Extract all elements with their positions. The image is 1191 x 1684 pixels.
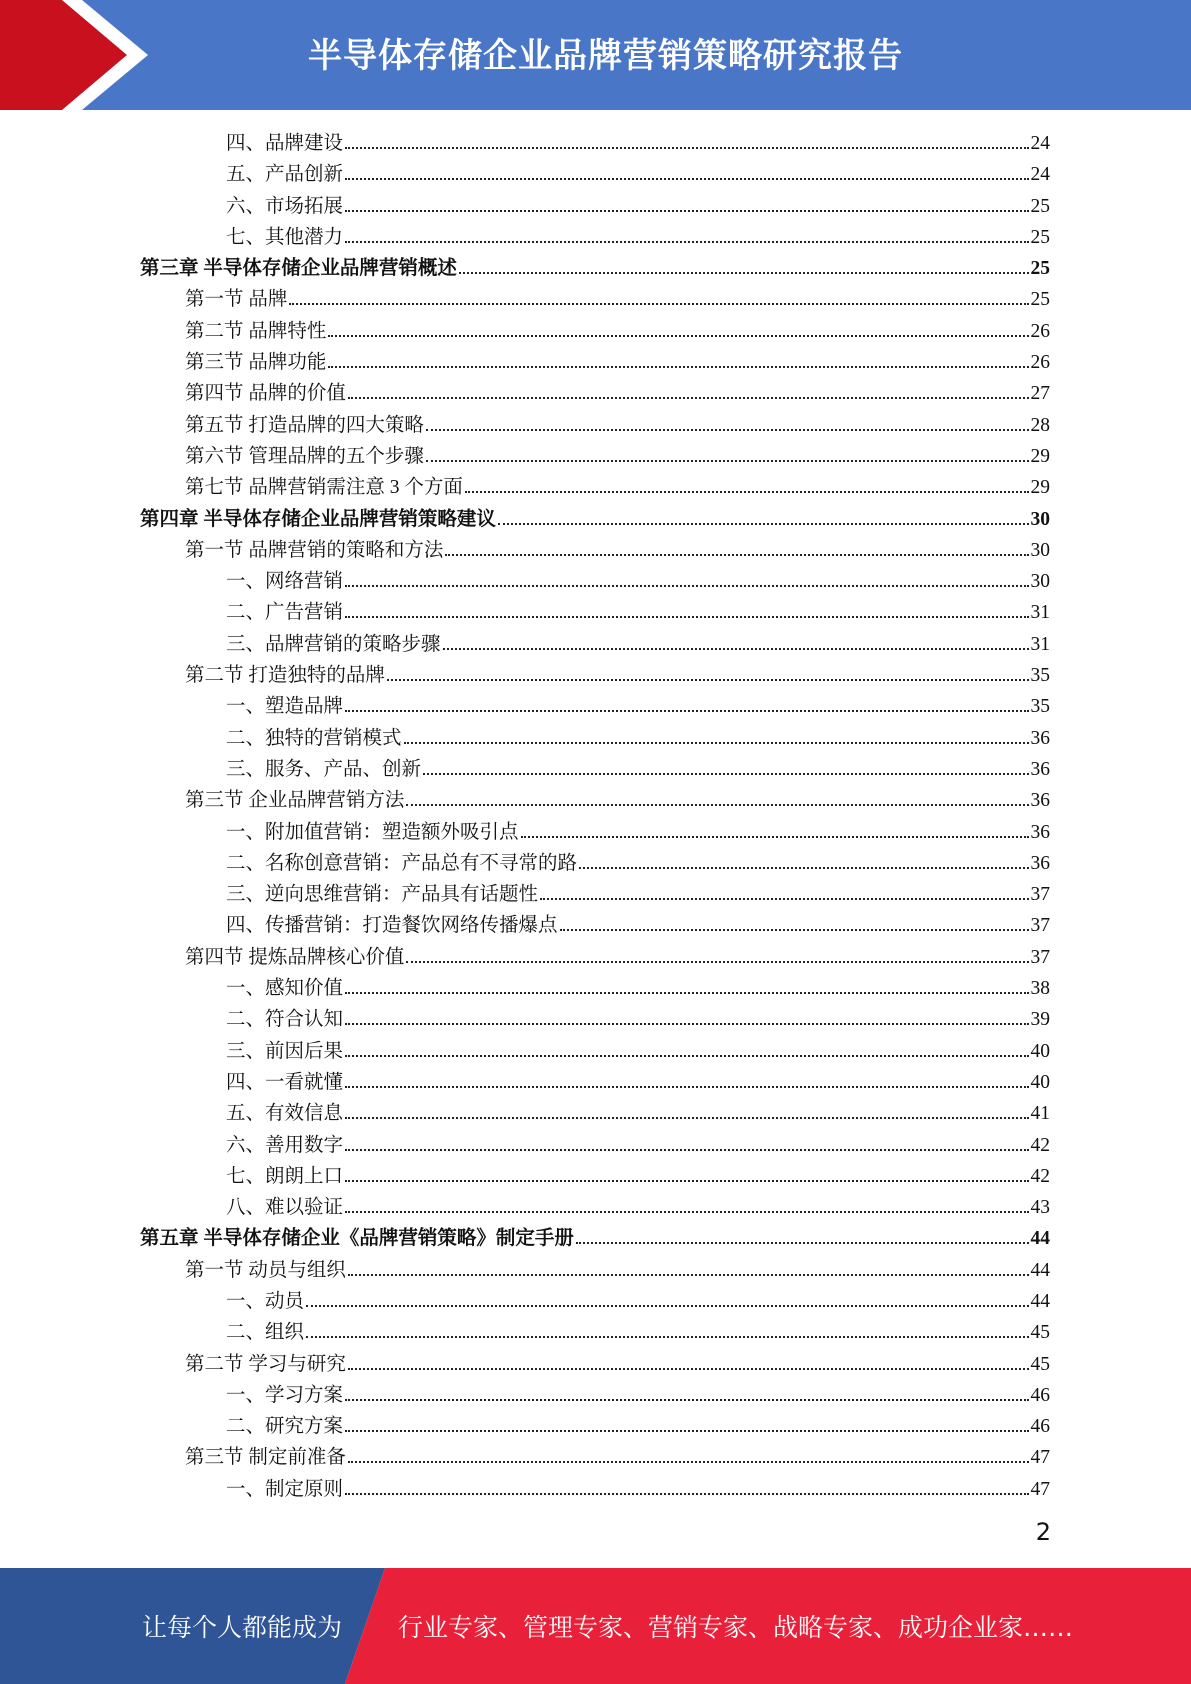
- toc-entry-label: 三、品牌营销的策略步骤: [226, 633, 441, 655]
- toc-dot-leader: [328, 366, 1028, 368]
- toc-dot-leader: [289, 303, 1028, 305]
- toc-entry-label: 二、组织: [226, 1322, 305, 1344]
- toc-entry-page: 37: [1030, 884, 1050, 906]
- toc-entry-label: 八、难以验证: [226, 1197, 344, 1219]
- toc-dot-leader: [348, 1461, 1029, 1463]
- toc-dot-leader: [426, 460, 1029, 462]
- toc-section-row[interactable]: [140, 377, 1050, 408]
- toc-dot-leader: [345, 178, 1028, 180]
- toc-entry-label: 第四节 品牌的价值: [185, 383, 346, 405]
- page-header: [0, 0, 1191, 110]
- toc-section-row[interactable]: [140, 1441, 1050, 1472]
- toc-subsection-row[interactable]: [140, 1035, 1050, 1066]
- toc-entry-page: 44: [1030, 1290, 1050, 1312]
- toc-dot-leader: [345, 147, 1028, 149]
- toc-dot-leader: [459, 272, 1029, 274]
- toc-entry-label: 第一节 品牌: [185, 289, 288, 311]
- toc-section-row[interactable]: [140, 283, 1050, 314]
- toc-entry-label: 一、制定原则: [226, 1478, 344, 1500]
- report-title: 半导体存储企业品牌营销策略研究报告: [308, 36, 903, 76]
- toc-dot-leader: [345, 710, 1028, 712]
- toc-dot-leader: [348, 1368, 1029, 1370]
- toc-entry-page: 44: [1030, 1228, 1050, 1250]
- toc-entry-page: 27: [1030, 383, 1050, 405]
- toc-entry-page: 31: [1030, 602, 1050, 624]
- toc-dot-leader: [345, 1086, 1028, 1088]
- toc-entry-page: 37: [1030, 946, 1050, 968]
- toc-entry-page: 36: [1030, 790, 1050, 812]
- toc-entry-page: 46: [1030, 1416, 1050, 1438]
- toc-subsection-row[interactable]: [140, 847, 1050, 878]
- toc-subsection-row[interactable]: [140, 1473, 1050, 1504]
- toc-subsection-row[interactable]: [140, 1379, 1050, 1410]
- toc-subsection-row[interactable]: [140, 1285, 1050, 1316]
- toc-entry-page: 41: [1030, 1103, 1050, 1125]
- toc-section-row[interactable]: [140, 346, 1050, 377]
- toc-dot-leader: [345, 1399, 1028, 1401]
- toc-entry-label: 四、一看就懂: [226, 1071, 344, 1093]
- toc-dot-leader: [345, 1211, 1028, 1213]
- toc-entry-label: 第三节 企业品牌营销方法: [185, 790, 405, 812]
- toc-dot-leader: [345, 1117, 1028, 1119]
- toc-entry-label: 第四节 提炼品牌核心价值: [185, 946, 405, 968]
- toc-dot-leader: [348, 1274, 1029, 1276]
- toc-entry-page: 40: [1030, 1040, 1050, 1062]
- toc-entry-page: 26: [1030, 320, 1050, 342]
- toc-entry-label: 六、市场拓展: [226, 195, 344, 217]
- toc-entry-label: 三、服务、产品、创新: [226, 758, 422, 780]
- toc-entry-page: 36: [1030, 727, 1050, 749]
- toc-entry-page: 47: [1030, 1478, 1050, 1500]
- toc-entry-page: 28: [1030, 414, 1050, 436]
- toc-dot-leader: [498, 523, 1029, 525]
- table-of-contents: [140, 127, 1050, 1504]
- toc-dot-leader: [406, 961, 1028, 963]
- toc-entry-label: 四、品牌建设: [226, 133, 344, 154]
- toc-dot-leader: [328, 335, 1028, 337]
- toc-dot-leader: [348, 397, 1029, 399]
- footer-slogan-right: 行业专家、管理专家、营销专家、战略专家、成功企业家……: [398, 1613, 1074, 1642]
- toc-entry-page: 25: [1030, 195, 1050, 217]
- toc-entry-label: 一、学习方案: [226, 1384, 344, 1406]
- toc-entry-page: 42: [1030, 1165, 1050, 1187]
- page-footer: [0, 1568, 1191, 1684]
- toc-entry-page: 26: [1030, 352, 1050, 374]
- toc-subsection-row[interactable]: [140, 816, 1050, 847]
- toc-entry-label: 一、塑造品牌: [226, 696, 344, 718]
- toc-entry-page: 43: [1030, 1197, 1050, 1219]
- toc-entry-label: 一、感知价值: [226, 978, 344, 1000]
- toc-entry-page: 39: [1030, 1009, 1050, 1031]
- toc-entry-page: 30: [1030, 539, 1050, 561]
- toc-dot-leader: [576, 1242, 1029, 1244]
- toc-entry-label: 二、符合认知: [226, 1009, 344, 1031]
- toc-entry-page: 25: [1030, 289, 1050, 311]
- toc-section-row[interactable]: [140, 1254, 1050, 1285]
- toc-dot-leader: [406, 804, 1028, 806]
- toc-subsection-row[interactable]: [140, 1316, 1050, 1347]
- toc-dot-leader: [560, 929, 1029, 931]
- toc-dot-leader: [345, 1180, 1028, 1182]
- toc-dot-leader: [345, 1493, 1028, 1495]
- toc-dot-leader: [445, 554, 1028, 556]
- toc-entry-page: 36: [1030, 758, 1050, 780]
- toc-dot-leader: [345, 210, 1028, 212]
- toc-entry-page: 40: [1030, 1071, 1050, 1093]
- toc-entry-page: 38: [1030, 978, 1050, 1000]
- toc-entry-label: 第三节 品牌功能: [185, 352, 327, 374]
- toc-section-row[interactable]: [140, 315, 1050, 346]
- toc-dot-leader: [306, 1305, 1028, 1307]
- toc-subsection-row[interactable]: [140, 972, 1050, 1003]
- toc-dot-leader: [387, 679, 1029, 681]
- toc-entry-label: 七、其他潜力: [226, 226, 344, 248]
- toc-entry-page: 35: [1030, 696, 1050, 718]
- toc-entry-label: 二、独特的营销模式: [226, 727, 402, 749]
- toc-entry-label: 二、研究方案: [226, 1416, 344, 1438]
- toc-subsection-row[interactable]: [140, 221, 1050, 252]
- toc-entry-label: 第三节 制定前准备: [185, 1447, 346, 1469]
- toc-subsection-row[interactable]: [140, 722, 1050, 753]
- toc-dot-leader: [426, 429, 1029, 431]
- toc-dot-leader: [345, 1430, 1028, 1432]
- toc-entry-label: 第六节 管理品牌的五个步骤: [185, 445, 424, 467]
- toc-entry-label: 三、前因后果: [226, 1040, 344, 1062]
- page-number: 2: [1035, 1518, 1051, 1546]
- toc-entry-label: 二、广告营销: [226, 602, 344, 624]
- toc-subsection-row[interactable]: [140, 1191, 1050, 1222]
- toc-entry-label: 第二节 打造独特的品牌: [185, 665, 385, 687]
- toc-section-row[interactable]: [140, 784, 1050, 815]
- toc-dot-leader: [345, 1055, 1028, 1057]
- toc-chapter-row[interactable]: [140, 1222, 1050, 1253]
- toc-subsection-row[interactable]: [140, 1066, 1050, 1097]
- toc-entry-label: 六、善用数字: [226, 1134, 344, 1156]
- toc-entry-page: 29: [1030, 445, 1050, 467]
- toc-entry-page: 31: [1030, 633, 1050, 655]
- toc-entry-page: 45: [1030, 1322, 1050, 1344]
- toc-subsection-row[interactable]: [140, 628, 1050, 659]
- toc-entry-label: 第二节 学习与研究: [185, 1353, 346, 1375]
- toc-entry-page: 25: [1030, 226, 1050, 248]
- toc-section-row[interactable]: [140, 659, 1050, 690]
- footer-slogan-left: 让每个人都能成为: [142, 1613, 343, 1642]
- toc-entry-label: 三、逆向思维营销：产品具有话题性: [226, 884, 539, 906]
- toc-entry-label: 第五章 半导体存储企业《品牌营销策略》制定手册: [140, 1228, 574, 1250]
- toc-entry-page: 24: [1030, 164, 1050, 186]
- toc-entry-page: 37: [1030, 915, 1050, 937]
- toc-dot-leader: [579, 867, 1028, 869]
- toc-section-row[interactable]: [140, 1348, 1050, 1379]
- toc-subsection-row[interactable]: [140, 190, 1050, 221]
- toc-entry-label: 第一节 品牌营销的策略和方法: [185, 539, 444, 561]
- toc-entry-page: 30: [1030, 508, 1050, 530]
- toc-entry-page: 29: [1030, 477, 1050, 499]
- toc-chapter-row[interactable]: [140, 252, 1050, 283]
- toc-entry-label: 第五节 打造品牌的四大策略: [185, 414, 424, 436]
- toc-entry-page: 36: [1030, 852, 1050, 874]
- toc-subsection-row[interactable]: [140, 753, 1050, 784]
- toc-section-row[interactable]: [140, 941, 1050, 972]
- toc-entry-label: 五、有效信息: [226, 1103, 344, 1125]
- toc-entry-page: 46: [1030, 1384, 1050, 1406]
- toc-subsection-row[interactable]: [140, 909, 1050, 940]
- toc-subsection-row[interactable]: [140, 596, 1050, 627]
- toc-subsection-row[interactable]: [140, 127, 1050, 158]
- toc-entry-page: 30: [1030, 571, 1050, 593]
- toc-entry-page: 42: [1030, 1134, 1050, 1156]
- toc-dot-leader: [345, 241, 1028, 243]
- toc-entry-page: 45: [1030, 1353, 1050, 1375]
- toc-dot-leader: [345, 585, 1028, 587]
- toc-dot-leader: [404, 742, 1029, 744]
- toc-entry-label: 第二节 品牌特性: [185, 320, 327, 342]
- toc-chapter-row[interactable]: [140, 503, 1050, 534]
- toc-subsection-row[interactable]: [140, 1410, 1050, 1441]
- toc-dot-leader: [306, 1336, 1028, 1338]
- toc-entry-label: 第七节 品牌营销需注意 3 个方面: [185, 477, 463, 499]
- toc-entry-page: 47: [1030, 1447, 1050, 1469]
- toc-dot-leader: [345, 992, 1028, 994]
- toc-subsection-row[interactable]: [140, 158, 1050, 189]
- toc-entry-label: 一、动员: [226, 1290, 305, 1312]
- toc-section-row[interactable]: [140, 534, 1050, 565]
- toc-subsection-row[interactable]: [140, 690, 1050, 721]
- toc-subsection-row[interactable]: [140, 1129, 1050, 1160]
- toc-dot-leader: [345, 1149, 1028, 1151]
- toc-entry-label: 第四章 半导体存储企业品牌营销策略建议: [140, 508, 496, 530]
- toc-entry-label: 二、名称创意营销：产品总有不寻常的路: [226, 852, 578, 874]
- toc-dot-leader: [443, 648, 1029, 650]
- toc-entry-page: 44: [1030, 1259, 1050, 1281]
- toc-dot-leader: [521, 836, 1029, 838]
- toc-subsection-row[interactable]: [140, 565, 1050, 596]
- toc-dot-leader: [345, 1023, 1028, 1025]
- toc-entry-page: 25: [1030, 258, 1050, 280]
- toc-dot-leader: [423, 773, 1028, 775]
- toc-subsection-row[interactable]: [140, 878, 1050, 909]
- toc-subsection-row[interactable]: [140, 1003, 1050, 1034]
- toc-entry-page: 24: [1030, 133, 1050, 154]
- toc-entry-label: 一、网络营销: [226, 571, 344, 593]
- toc-dot-leader: [345, 616, 1028, 618]
- toc-entry-label: 第一节 动员与组织: [185, 1259, 346, 1281]
- toc-subsection-row[interactable]: [140, 1097, 1050, 1128]
- toc-dot-leader: [540, 898, 1028, 900]
- toc-section-row[interactable]: [140, 440, 1050, 471]
- toc-entry-label: 四、传播营销：打造餐饮网络传播爆点: [226, 915, 558, 937]
- toc-entry-page: 35: [1030, 665, 1050, 687]
- toc-entry-page: 36: [1030, 821, 1050, 843]
- toc-section-row[interactable]: [140, 409, 1050, 440]
- toc-entry-label: 一、附加值营销：塑造额外吸引点: [226, 821, 519, 843]
- toc-subsection-row[interactable]: [140, 1160, 1050, 1191]
- toc-entry-label: 五、产品创新: [226, 164, 344, 186]
- toc-entry-label: 第三章 半导体存储企业品牌营销概述: [140, 258, 457, 280]
- toc-entry-label: 七、朗朗上口: [226, 1165, 344, 1187]
- toc-section-row[interactable]: [140, 471, 1050, 502]
- toc-dot-leader: [465, 491, 1029, 493]
